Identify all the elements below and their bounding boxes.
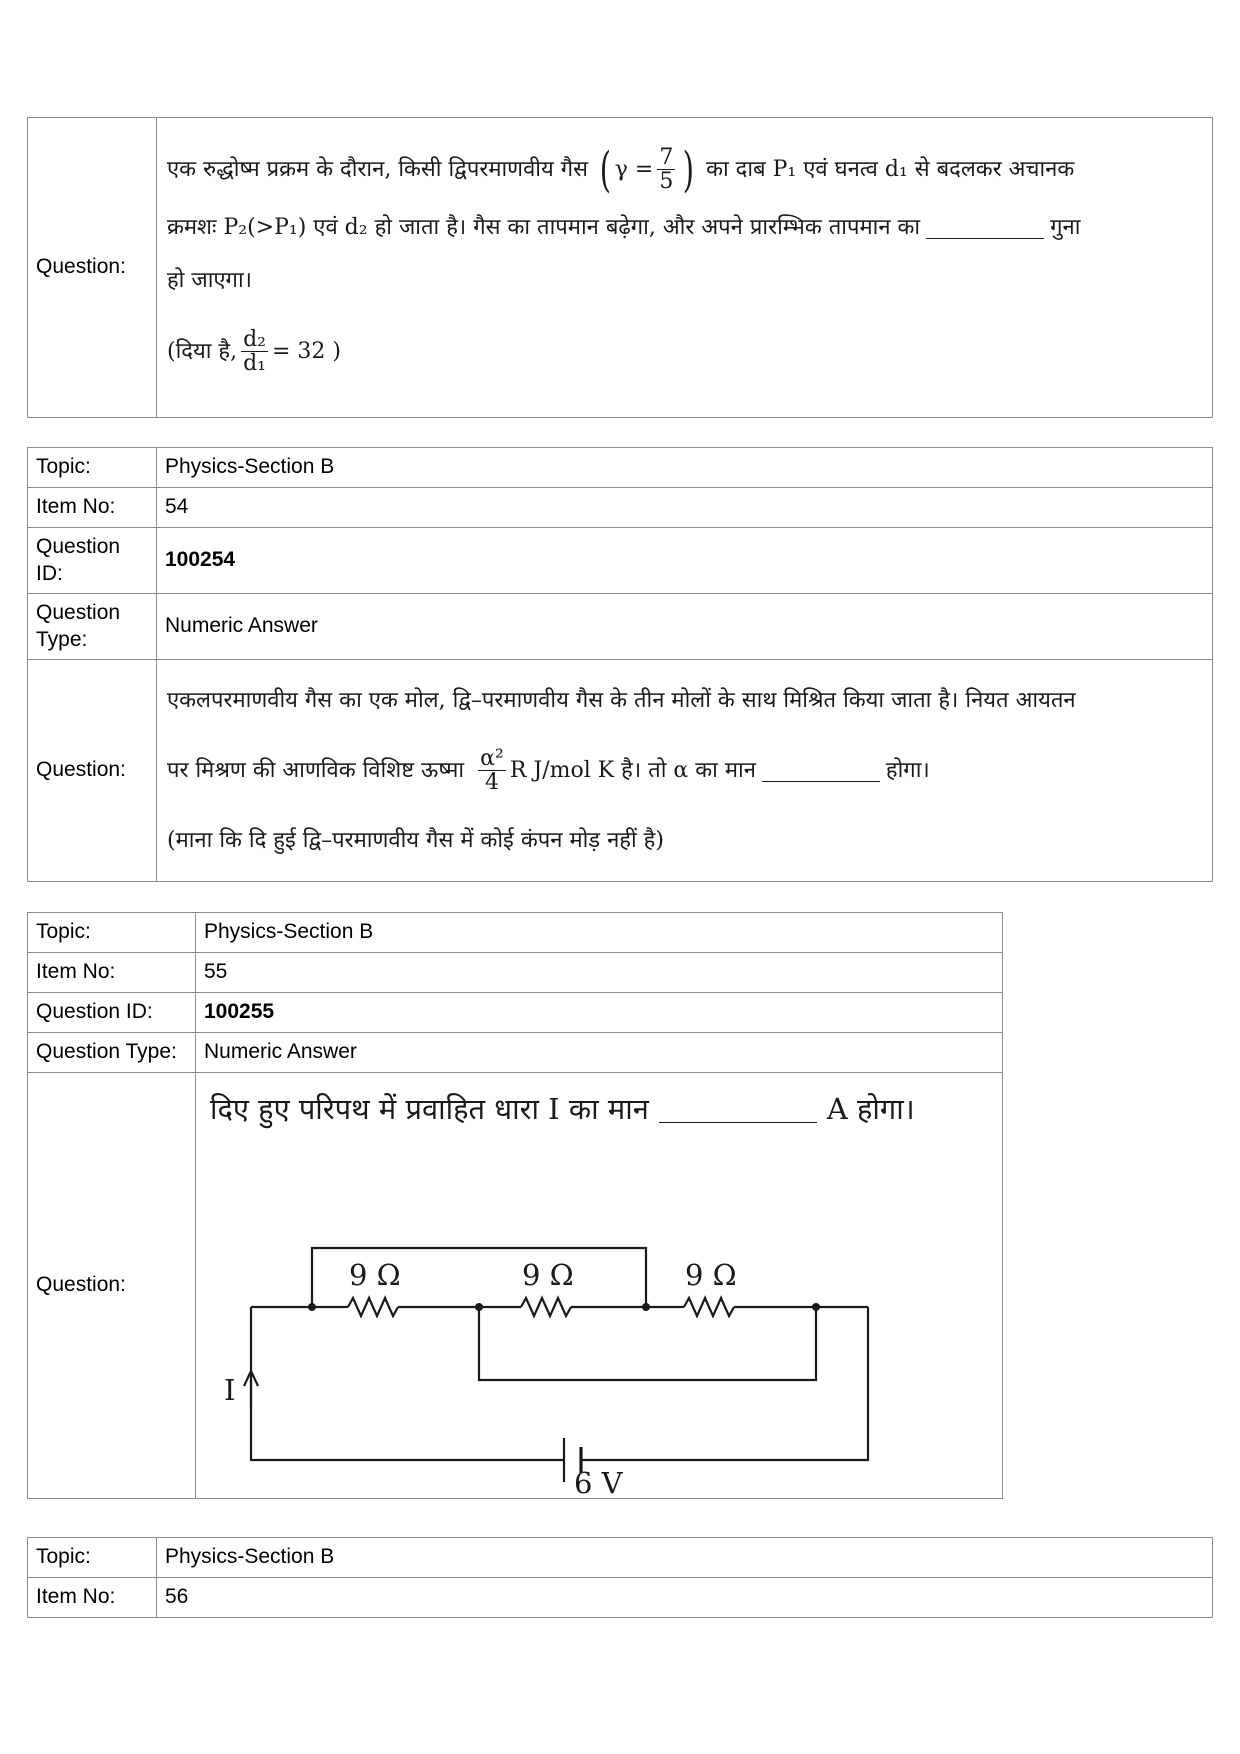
question-row (28, 118, 1213, 418)
node-b (475, 1303, 483, 1311)
specific-heat-fraction: $\frac{\text{α²}}{4}$ (480, 745, 504, 795)
question-label: Question: (28, 118, 157, 418)
bypass-wire-bottom (479, 1307, 816, 1380)
resistor-2 (521, 1298, 571, 1316)
topic-row: Topic: Physics-Section B (28, 1538, 1213, 1578)
topic-value: Physics-Section B (157, 1538, 1213, 1578)
battery-label: 6 V (574, 1466, 623, 1495)
question-53-table (27, 117, 1213, 418)
answer-blank (762, 759, 880, 782)
question-id-value: 100254 (157, 528, 1213, 594)
question-id-value: 100255 (196, 993, 1003, 1033)
topic-row: Topic: Physics-Section B (28, 913, 1003, 953)
question-56-table (27, 1537, 1213, 1618)
question-row (28, 660, 1213, 882)
question-type-row: Question Type: Numeric Answer (28, 1033, 1003, 1073)
question-line-2: क्रमशः P₂(>P₁) एवं d₂ हो जाता है। गैस का तापमान बढ़ेगा, और अपने प्रारम्भिक तापमान का गुना (167, 214, 1081, 240)
topic-value: Physics-Section B (196, 913, 1003, 953)
question-line-1: एक रुद्धोष्म प्रक्रम के दौरान, किसी द्विपरमाणवीय गैस ( γ = $\frac{7}{5}$ ) का दाब P₁ एवं घनत्व d₁ से बदलकर अचानक (167, 141, 1075, 198)
topic-value: Physics-Section B (157, 448, 1213, 488)
question-55-table (27, 912, 1003, 1499)
question-line-1: एकलपरमाणवीय गैस का एक मोल, द्वि–परमाणवीय गैस के तीन मोलों के साथ मिश्रित किया जाता है। नियत आयतन (167, 687, 1076, 713)
node-c (642, 1303, 650, 1311)
item-no-row: Item No: 55 (28, 953, 1003, 993)
left-wire (251, 1307, 564, 1460)
question-content (157, 118, 1213, 418)
question-content (196, 1073, 1003, 1499)
resistor-1-label: 9 Ω (349, 1258, 401, 1292)
resistor-1 (348, 1298, 398, 1316)
item-no-value: 54 (157, 488, 1213, 528)
density-ratio-fraction: $\frac{\text{d₂}}{\text{d₁}}$ (243, 326, 266, 376)
resistor-3-label: 9 Ω (685, 1258, 737, 1292)
gamma-fraction: $\frac{7}{5}$ (659, 144, 674, 194)
question-type-value: Numeric Answer (157, 594, 1213, 660)
question-label: Question: (28, 1073, 196, 1499)
question-content (157, 660, 1213, 882)
question-type-row: Question Type: Numeric Answer (28, 594, 1213, 660)
question-54-table (27, 447, 1213, 882)
question-label: Question: (28, 660, 157, 882)
item-no-value: 55 (196, 953, 1003, 993)
question-line-3: (माना कि दि हुई द्वि–परमाणवीय गैस में कोई कंपन मोड़ नहीं है) (167, 827, 664, 853)
question-row (28, 1073, 1003, 1499)
item-no-row: Item No: 54 (28, 488, 1213, 528)
right-wire (581, 1307, 868, 1460)
resistor-2-label: 9 Ω (522, 1258, 574, 1292)
question-id-row: Question ID: 100255 (28, 993, 1003, 1033)
question-type-value: Numeric Answer (196, 1033, 1003, 1073)
resistor-3 (684, 1298, 734, 1316)
item-no-value: 56 (157, 1578, 1213, 1618)
item-no-row: Item No: 56 (28, 1578, 1213, 1618)
circuit-diagram (196, 1145, 996, 1495)
question-line-3: हो जाएगा। (167, 267, 252, 293)
left-paren: ( (599, 141, 612, 198)
right-paren: ) (683, 141, 695, 198)
answer-blank (659, 1096, 817, 1123)
node-d (812, 1303, 820, 1311)
circuit-question-text: दिए हुए परिपथ में प्रवाहित धारा I का मान A होगा। (210, 1091, 915, 1126)
answer-blank (926, 216, 1044, 239)
current-label: I (224, 1373, 236, 1407)
topic-row: Topic: Physics-Section B (28, 448, 1213, 488)
question-id-row: Question ID: 100254 (28, 528, 1213, 594)
question-given: (दिया है, $\frac{\text{d₂}}{\text{d₁}}$ = 32 ) (167, 326, 341, 376)
question-line-2: पर मिश्रण की आणविक विशिष्ट ऊष्मा $\frac{\text{α²}}{4}$ R J/mol K है। तो α का मान होगा। (167, 745, 930, 795)
node-a (308, 1303, 316, 1311)
